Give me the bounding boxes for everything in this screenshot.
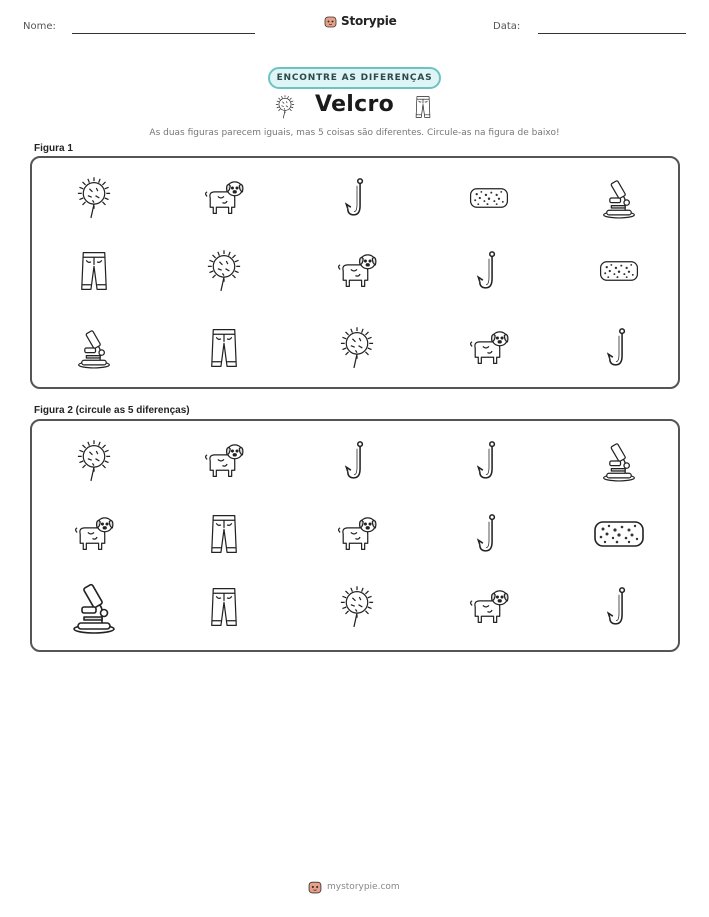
page-title: Velcro xyxy=(314,92,395,117)
microscope-icon[interactable] xyxy=(589,431,649,491)
pants-icon[interactable] xyxy=(194,577,254,637)
microscope-icon[interactable] xyxy=(64,577,124,637)
storypie-mascot-icon xyxy=(308,880,322,894)
figure1-panel xyxy=(30,156,680,389)
hook-icon[interactable] xyxy=(589,318,649,378)
sponge-icon[interactable] xyxy=(459,168,519,228)
pants-icon[interactable] xyxy=(194,318,254,378)
date-label: Data: xyxy=(493,21,521,32)
brand-logo xyxy=(324,14,397,28)
footer-url[interactable]: mystorypie.com xyxy=(327,882,400,892)
figure2-panel xyxy=(30,419,680,652)
pants-icon[interactable] xyxy=(64,241,124,301)
burr-icon[interactable] xyxy=(327,318,387,378)
hook-icon[interactable] xyxy=(459,431,519,491)
name-label: Nome: xyxy=(23,21,56,32)
instructions: As duas figuras parecem iguais, mas 5 coisas são diferentes. Circule-as na figura de baixo! xyxy=(149,128,560,138)
dog-icon[interactable] xyxy=(327,241,387,301)
dog-icon[interactable] xyxy=(194,431,254,491)
hook-icon[interactable] xyxy=(459,241,519,301)
burr-icon[interactable] xyxy=(327,577,387,637)
microscope-icon[interactable] xyxy=(589,168,649,228)
dog-icon[interactable] xyxy=(459,577,519,637)
activity-badge: ENCONTRE AS DIFERENÇAS xyxy=(268,67,441,89)
sponge-icon[interactable] xyxy=(589,241,649,301)
date-line[interactable] xyxy=(538,33,686,34)
pants-icon xyxy=(410,92,436,122)
sponge-icon[interactable] xyxy=(589,504,649,564)
burr-icon[interactable] xyxy=(194,241,254,301)
microscope-icon[interactable] xyxy=(64,318,124,378)
figure1-label: Figura 1 xyxy=(34,143,73,154)
brand-name: Storypie xyxy=(341,14,397,28)
hook-icon[interactable] xyxy=(327,431,387,491)
hook-icon[interactable] xyxy=(327,168,387,228)
name-line[interactable] xyxy=(72,33,255,34)
title-row xyxy=(0,92,709,124)
storypie-mascot-icon xyxy=(324,15,337,28)
dog-icon[interactable] xyxy=(327,504,387,564)
dog-icon[interactable] xyxy=(459,318,519,378)
figure2-label: Figura 2 (circule as 5 diferenças) xyxy=(34,405,190,416)
pants-icon[interactable] xyxy=(194,504,254,564)
footer xyxy=(308,880,400,894)
hook-icon[interactable] xyxy=(589,577,649,637)
dog-icon[interactable] xyxy=(194,168,254,228)
burr-icon[interactable] xyxy=(64,168,124,228)
hook-icon[interactable] xyxy=(459,504,519,564)
dog-icon[interactable] xyxy=(64,504,124,564)
burr-icon[interactable] xyxy=(64,431,124,491)
